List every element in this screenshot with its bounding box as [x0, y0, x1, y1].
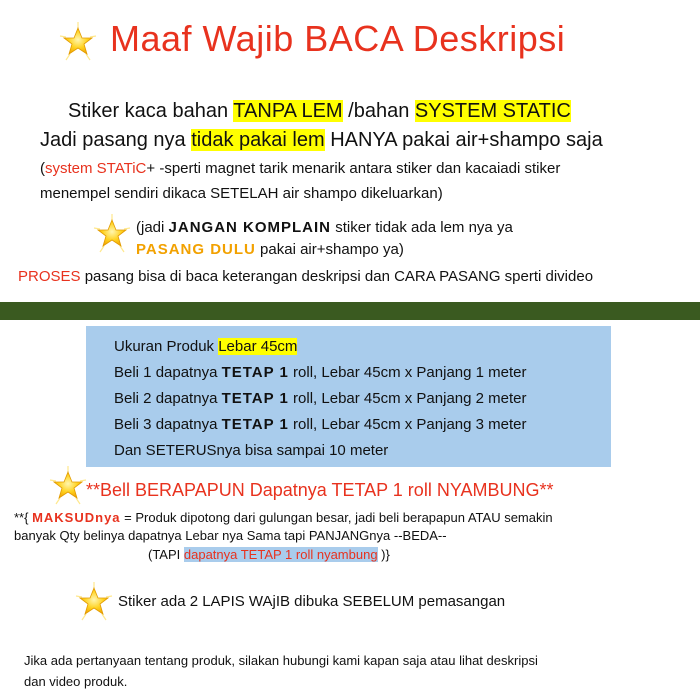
intro-line-6: PASANG DULU pakai air+shampo ya): [136, 241, 404, 258]
highlight-system-static: SYSTEM STATIC: [414, 100, 571, 122]
intro-line-2: Jadi pasang nya tidak pakai lem HANYA pakai air+shampo saja: [40, 129, 603, 151]
jangan-komplain-text: JANGAN KOMPLAIN: [168, 219, 332, 236]
contact-line-2: dan video produk.: [24, 674, 128, 689]
proses-text: PROSES: [18, 268, 81, 285]
highlight-nyambung: dapatnya TETAP 1 roll nyambung: [183, 547, 378, 562]
page-title: Maaf Wajib BACA Deskripsi: [110, 18, 566, 59]
intro-line-1: Stiker kaca bahan TANPA LEM /bahan SYSTEM STATIC: [68, 100, 571, 122]
notice-line-2: banyak Qty belinya dapatnya Lebar nya Sama tapi PANJANGnya --BEDA--: [14, 528, 447, 543]
intro-line-3: (system STATiC+ -sperti magnet tarik menarik antara stiker dan kacaiadi stiker: [40, 160, 561, 177]
intro-line-4: menempel sendiri dikaca SETELAH air shampo dikeluarkan): [40, 185, 443, 202]
panel-row: Beli 1 dapatnya TETAP 1 roll, Lebar 45cm x Panjang 1 meter: [114, 364, 527, 381]
maksudnya-text: MAKSUDnya: [32, 510, 121, 525]
highlight-lebar: Lebar 45cm: [218, 338, 298, 355]
star-icon: [48, 466, 88, 506]
intro-line-5: (jadi JANGAN KOMPLAIN stiker tidak ada lem nya ya: [136, 219, 513, 236]
highlight-tidak-pakai-lem: tidak pakai lem: [191, 129, 325, 151]
layers-note: Stiker ada 2 LAPIS WAjIB dibuka SEBELUM pemasangan: [118, 593, 506, 610]
highlight-tanpa-lem: TANPA LEM: [233, 100, 343, 122]
notice-headline: **Bell BERAPAPUN Dapatnya TETAP 1 roll NYAMBUNG**: [86, 480, 554, 500]
divider-bar: [0, 302, 700, 320]
intro-line-7: PROSES pasang bisa di baca keterangan deskripsi dan CARA PASANG sperti divideo: [18, 268, 594, 285]
star-icon: [92, 214, 132, 254]
panel-size-line: Ukuran Produk Lebar 45cm: [114, 338, 298, 355]
panel-row: Beli 2 dapatnya TETAP 1 roll, Lebar 45cm x Panjang 2 meter: [114, 390, 527, 407]
pasang-dulu-text: PASANG DULU: [136, 241, 256, 258]
notice-line-1: **{ MAKSUDnya = Produk dipotong dari gulungan besar, jadi beli berapapun ATAU semakin: [14, 510, 553, 525]
notice-line-3: (TAPI dapatnya TETAP 1 roll nyambung )}: [148, 547, 390, 562]
panel-footer: Dan SETERUSnya bisa sampai 10 meter: [114, 442, 389, 459]
system-static-text: system STATiC: [45, 160, 147, 177]
star-icon: [74, 582, 114, 622]
star-icon: [58, 22, 98, 62]
panel-row: Beli 3 dapatnya TETAP 1 roll, Lebar 45cm x Panjang 3 meter: [114, 416, 527, 433]
contact-line-1: Jika ada pertanyaan tentang produk, silakan hubungi kami kapan saja atau lihat deskripsi: [24, 653, 538, 668]
